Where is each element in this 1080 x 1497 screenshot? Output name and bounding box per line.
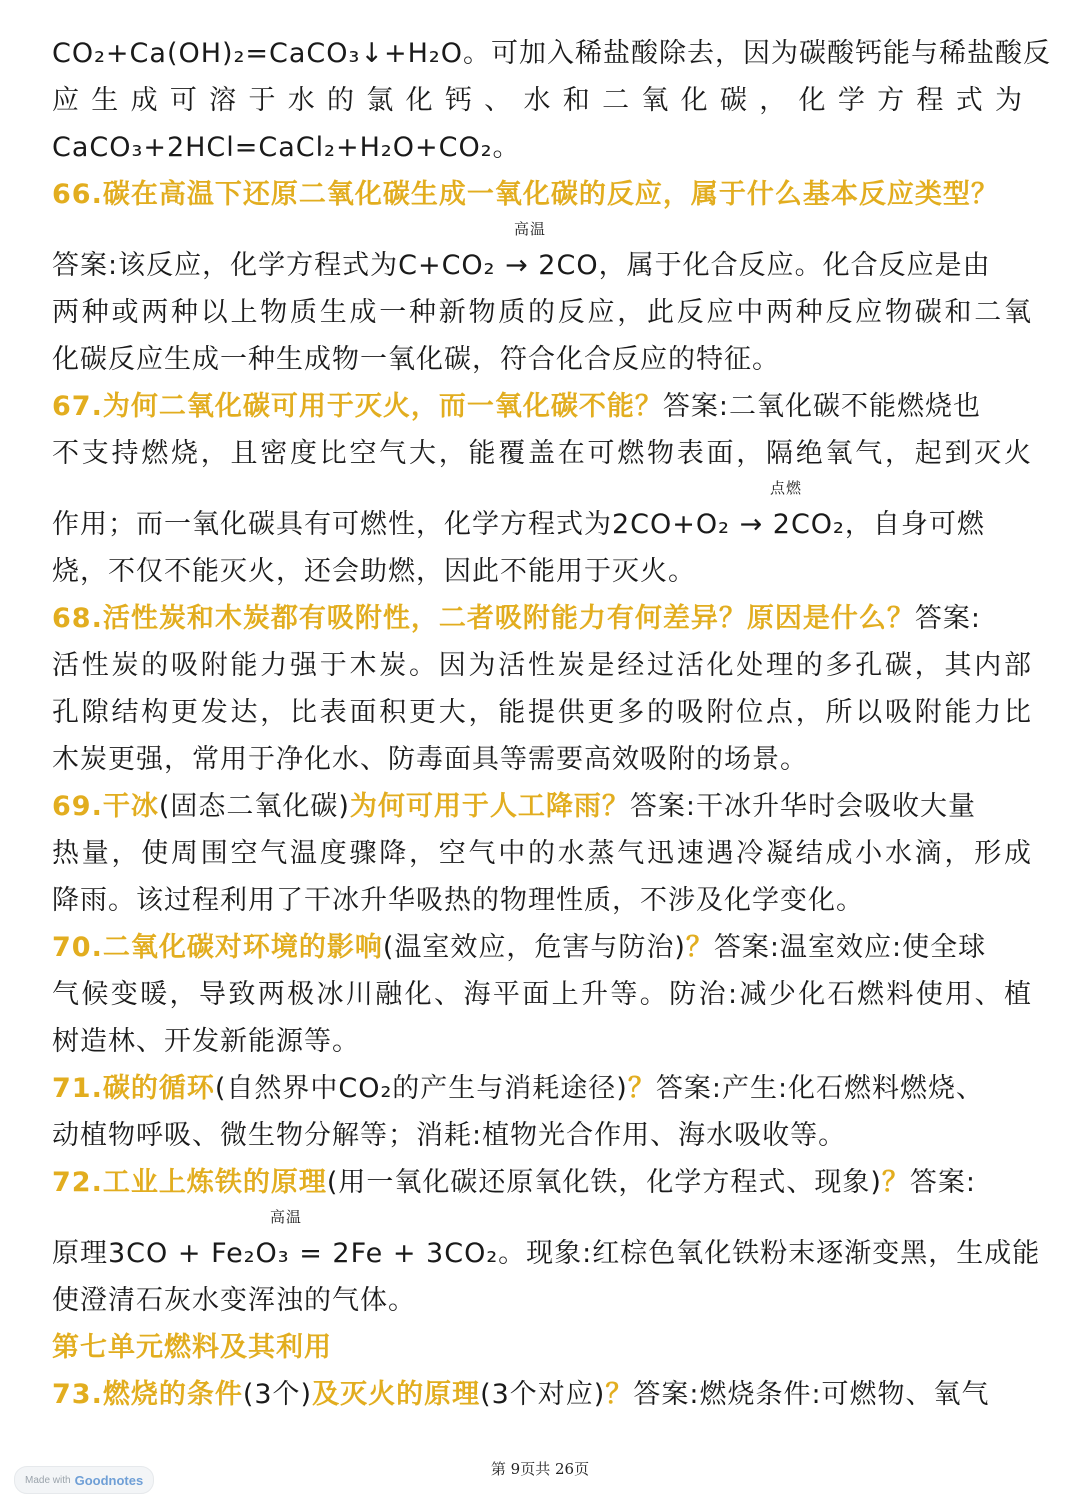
answer-text: 作用；而一氧化碳具有可燃性，化学方程式为2CO+O₂ → 2CO₂， bbox=[52, 509, 873, 540]
text-line: 活性炭的吸附能力强于木炭。因为活性炭是经过活化处理的多孔碳，其内部 bbox=[52, 650, 1032, 681]
text-line: 不支持燃烧，且密度比空气大，能覆盖在可燃物表面，隔绝氧气，起到灭火 bbox=[52, 438, 1032, 469]
question-66: 66.碳在高温下还原二氧化碳生成一氧化碳的反应，属于什么基本反应类型？ bbox=[52, 179, 999, 210]
text-line: 使澄清石灰水变浑浊的气体。 bbox=[52, 1285, 416, 1316]
answer-text: 答案:温室效应:使全球 bbox=[713, 932, 987, 963]
question-70-line bbox=[52, 924, 1032, 971]
question-73: 73.燃烧的条件 bbox=[52, 1379, 243, 1410]
text-line: 动植物呼吸、微生物分解等；消耗:植物光合作用、海水吸收等。 bbox=[52, 1120, 847, 1151]
text-line: 孔隙结构更发达，比表面积更大，能提供更多的吸附位点，所以吸附能力比 bbox=[52, 697, 1032, 728]
text-line: CO₂+Ca(OH)₂=CaCO₃↓+H₂O。可加入稀盐酸除去，因为碳酸钙能与稀盐酸反 bbox=[52, 38, 1051, 69]
answer-text: 答案:干冰升华时会吸收大量 bbox=[629, 791, 977, 822]
goodnotes-badge bbox=[14, 1466, 154, 1494]
text-line: 降雨。该过程利用了干冰升华吸热的物理性质，不涉及化学变化。 bbox=[52, 885, 864, 916]
question-73-line bbox=[52, 1371, 1032, 1418]
reaction-condition: 高温 bbox=[514, 220, 547, 238]
answer-67-line-3 bbox=[52, 479, 1032, 548]
question-68: 68.活性炭和木炭都有吸附性，二者吸附能力有何差异？原因是什么？ bbox=[52, 603, 915, 634]
question-71-tail: ？ bbox=[627, 1073, 656, 1104]
question-67: 67.为何二氧化碳可用于灭火，而一氧化碳不能？ bbox=[52, 391, 663, 422]
unit-7-heading: 第七单元燃料及其利用 bbox=[52, 1332, 332, 1363]
question-72-tail: ？ bbox=[881, 1167, 910, 1198]
answer-text: 答案:该反应，化学方程式为C+CO₂ → 2CO， bbox=[52, 250, 627, 281]
page-number: 第 9页共 26页 bbox=[490, 1460, 590, 1478]
answer-text: 答案:产生:化石燃料燃烧、 bbox=[655, 1073, 985, 1104]
question-73-tail: ？ bbox=[605, 1379, 634, 1410]
question-71-line bbox=[52, 1065, 1032, 1112]
text-line: 热量，使周围空气温度骤降，空气中的水蒸气迅速遇冷凝结成小水滴，形成 bbox=[52, 838, 1032, 869]
answer-text: 自身可燃 bbox=[872, 509, 985, 540]
question-71: 71.碳的循环 bbox=[52, 1073, 215, 1104]
reaction-condition: 高温 bbox=[270, 1208, 303, 1226]
question-68-line bbox=[52, 595, 1032, 642]
question-72: 72.工业上炼铁的原理 bbox=[52, 1167, 327, 1198]
answer-text: 原理3CO + Fe₂O₃ = 2Fe + 3CO₂。 bbox=[52, 1238, 527, 1269]
page-content bbox=[52, 30, 1051, 1418]
answer-text: 答案:燃烧条件:可燃物、氧气 bbox=[633, 1379, 990, 1410]
text-line: 两种或两种以上物质生成一种新物质的反应，此反应中两种反应物碳和二氧 bbox=[52, 297, 1032, 328]
question-70: 70.二氧化碳对环境的影响 bbox=[52, 932, 383, 963]
question-69-tail: 为何可用于人工降雨？ bbox=[349, 791, 630, 822]
question-67-line bbox=[52, 383, 1032, 430]
question-72-line bbox=[52, 1159, 1032, 1206]
question-70-note: (温室效应，危害与防治) bbox=[382, 932, 686, 963]
answer-text: 属于化合反应。化合反应是由 bbox=[626, 250, 991, 281]
text-line: 烧，不仅不能灭火，还会助燃，因此不能用于灭火。 bbox=[52, 556, 696, 587]
question-73-note: (3个) bbox=[242, 1379, 313, 1410]
text-line: 木炭更强，常用于净化水、防毒面具等需要高效吸附的场景。 bbox=[52, 744, 808, 775]
text-line: 树造林、开发新能源等。 bbox=[52, 1026, 360, 1057]
badge-made-with: Made with bbox=[25, 1474, 71, 1486]
question-72-note: (用一氧化碳还原氧化铁，化学方程式、现象) bbox=[326, 1167, 882, 1198]
answer-72-line-2 bbox=[52, 1208, 1041, 1277]
text-line: 应生成可溶于水的氯化钙、水和二氧化碳，化学方程式为 bbox=[52, 85, 1032, 116]
text-line: 化碳反应生成一种生成物一氧化碳，符合化合反应的特征。 bbox=[52, 344, 780, 375]
answer-text: 现象:红棕色氧化铁粉末逐渐变黑，生成能 bbox=[526, 1238, 1041, 1269]
text-line: CaCO₃+2HCl=CaCl₂+H₂O+CO₂。 bbox=[52, 132, 521, 163]
question-73-mid: 及灭火的原理 bbox=[312, 1379, 481, 1410]
question-73-note: (3个对应) bbox=[480, 1379, 606, 1410]
answer-text: 答案: bbox=[914, 603, 981, 634]
badge-brand: Goodnotes bbox=[74, 1472, 144, 1488]
answer-text: 答案:二氧化碳不能燃烧也 bbox=[662, 391, 981, 422]
question-69-line bbox=[52, 783, 1032, 830]
question-71-note: (自然界中CO₂的产生与消耗途径) bbox=[214, 1073, 628, 1104]
question-69: 69.干冰 bbox=[52, 791, 159, 822]
question-69-note: (固态二氧化碳) bbox=[158, 791, 350, 822]
answer-text: 答案: bbox=[909, 1167, 977, 1198]
question-70-tail: ？ bbox=[685, 932, 714, 963]
text-line: 气候变暖，导致两极冰川融化、海平面上升等。防治:减少化石燃料使用、植 bbox=[52, 979, 1032, 1010]
answer-66-line-1 bbox=[52, 220, 1032, 289]
reaction-condition: 点燃 bbox=[770, 479, 803, 497]
